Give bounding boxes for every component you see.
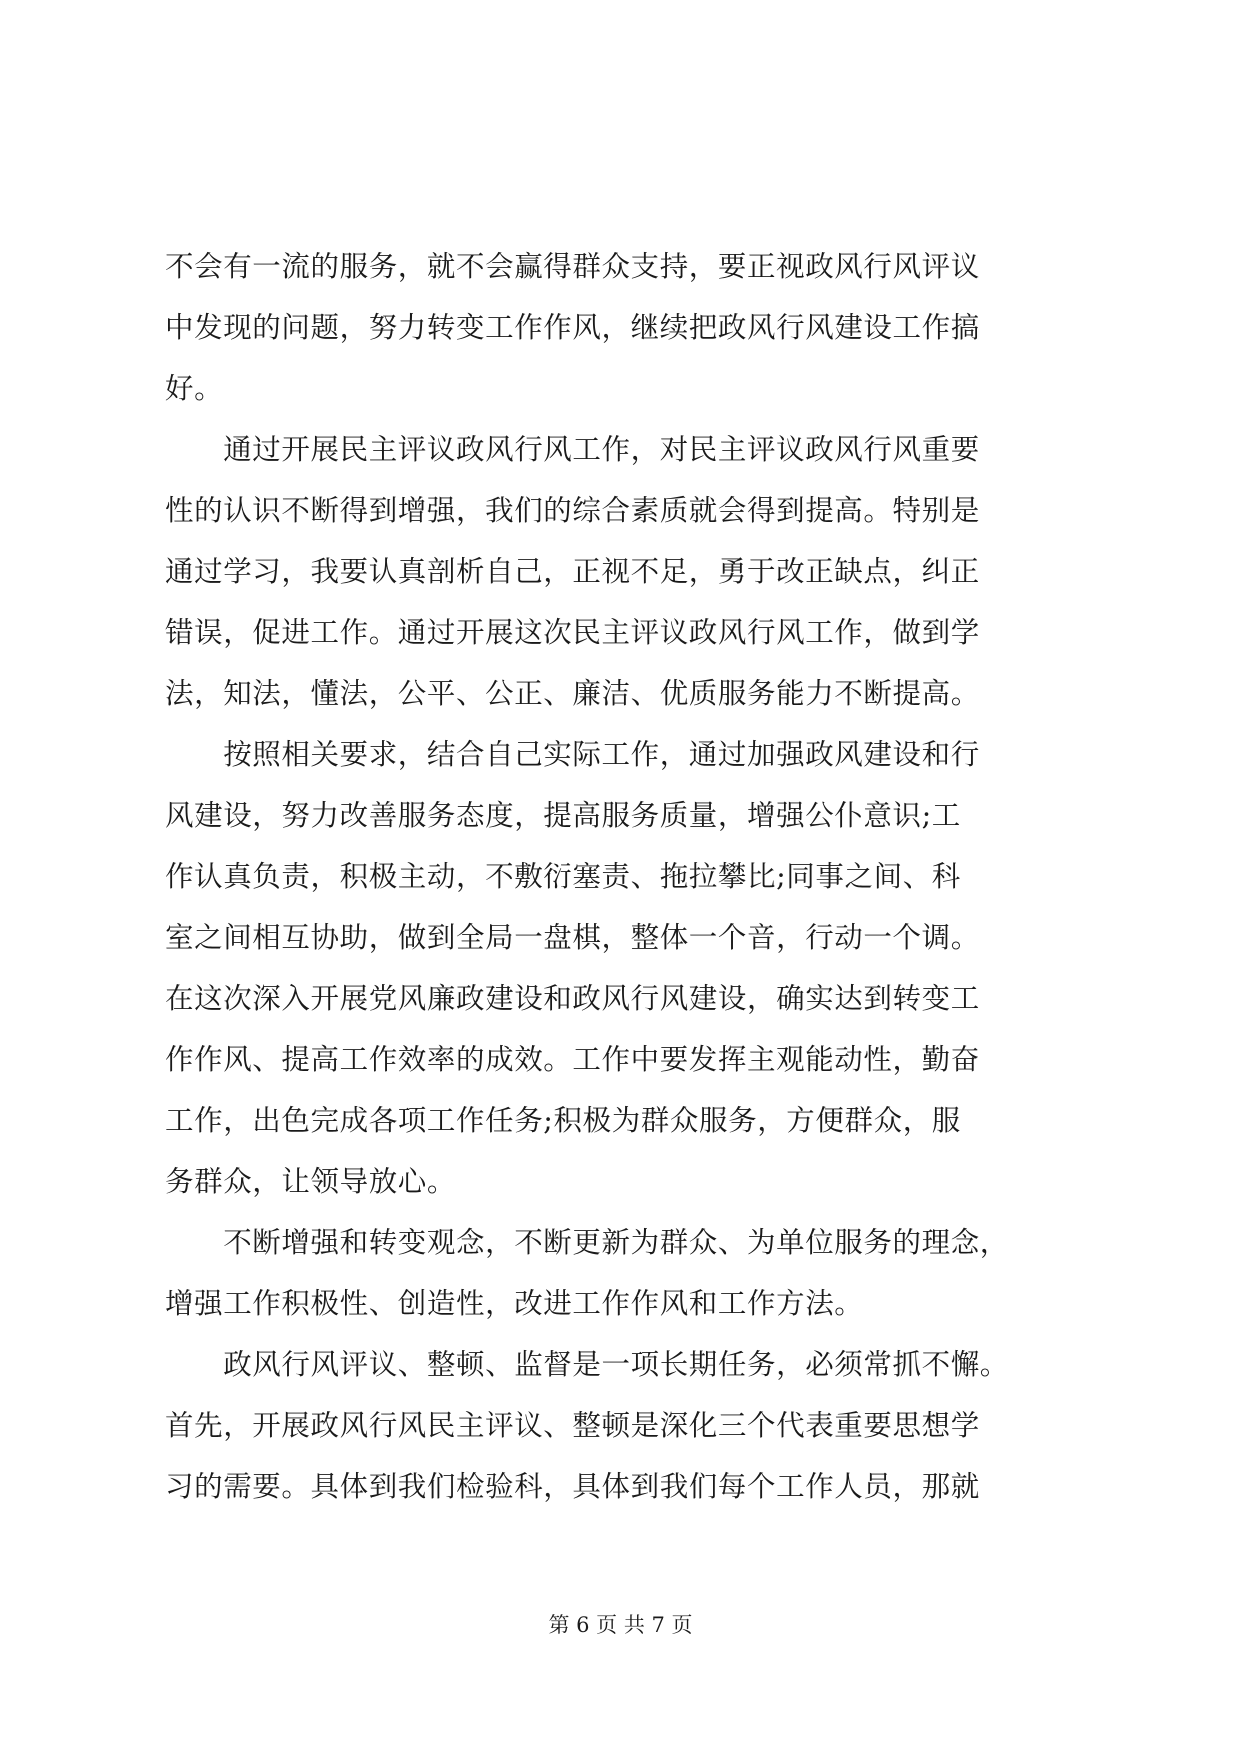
text-line: 首先，开展政风行风民主评议、整顿是深化三个代表重要思想学 bbox=[165, 1409, 980, 1442]
text-line: 好。 bbox=[165, 372, 224, 405]
text-line: 按照相关要求，结合自己实际工作，通过加强政风建设和行 bbox=[165, 738, 980, 771]
text-line: 政风行风评议、整顿、监督是一项长期任务，必须常抓不懈。 bbox=[165, 1348, 1009, 1381]
text-line: 工作，出色完成各项工作任务;积极为群众服务，方便群众，服 bbox=[165, 1104, 961, 1137]
text-line: 风建设，努力改善服务态度，提高服务质量，增强公仆意识;工 bbox=[165, 799, 961, 832]
body-text bbox=[165, 236, 1085, 1517]
text-line: 法，知法，懂法，公平、公正、廉洁、优质服务能力不断提高。 bbox=[165, 677, 980, 710]
text-line: 室之间相互协助，做到全局一盘棋，整体一个音，行动一个调。 bbox=[165, 921, 980, 954]
text-line: 不会有一流的服务，就不会赢得群众支持，要正视政风行风评议 bbox=[165, 250, 980, 283]
text-line: 通过学习，我要认真剖析自己，正视不足，勇于改正缺点，纠正 bbox=[165, 555, 980, 588]
text-line: 务群众，让领导放心。 bbox=[165, 1165, 457, 1198]
text-line: 增强工作积极性、创造性，改进工作作风和工作方法。 bbox=[165, 1287, 864, 1320]
text-line: 性的认识不断得到增强，我们的综合素质就会得到提高。特别是 bbox=[165, 494, 980, 527]
text-line: 错误，促进工作。通过开展这次民主评议政风行风工作，做到学 bbox=[165, 616, 980, 649]
page-number-label: 第 6 页 共 7 页 bbox=[548, 1613, 693, 1637]
text-line: 作认真负责，积极主动，不敷衍塞责、拖拉攀比;同事之间、科 bbox=[165, 860, 961, 893]
text-line: 不断增强和转变观念，不断更新为群众、为单位服务的理念， bbox=[165, 1226, 1009, 1259]
text-line: 在这次深入开展党风廉政建设和政风行风建设，确实达到转变工 bbox=[165, 982, 980, 1015]
text-line: 习的需要。具体到我们检验科，具体到我们每个工作人员，那就 bbox=[165, 1470, 980, 1503]
text-line: 中发现的问题，努力转变工作作风，继续把政风行风建设工作搞 bbox=[165, 311, 980, 344]
text-line: 通过开展民主评议政风行风工作，对民主评议政风行风重要 bbox=[165, 433, 980, 466]
page-footer bbox=[0, 1610, 1241, 1640]
text-line: 作作风、提高工作效率的成效。工作中要发挥主观能动性，勤奋 bbox=[165, 1043, 980, 1076]
